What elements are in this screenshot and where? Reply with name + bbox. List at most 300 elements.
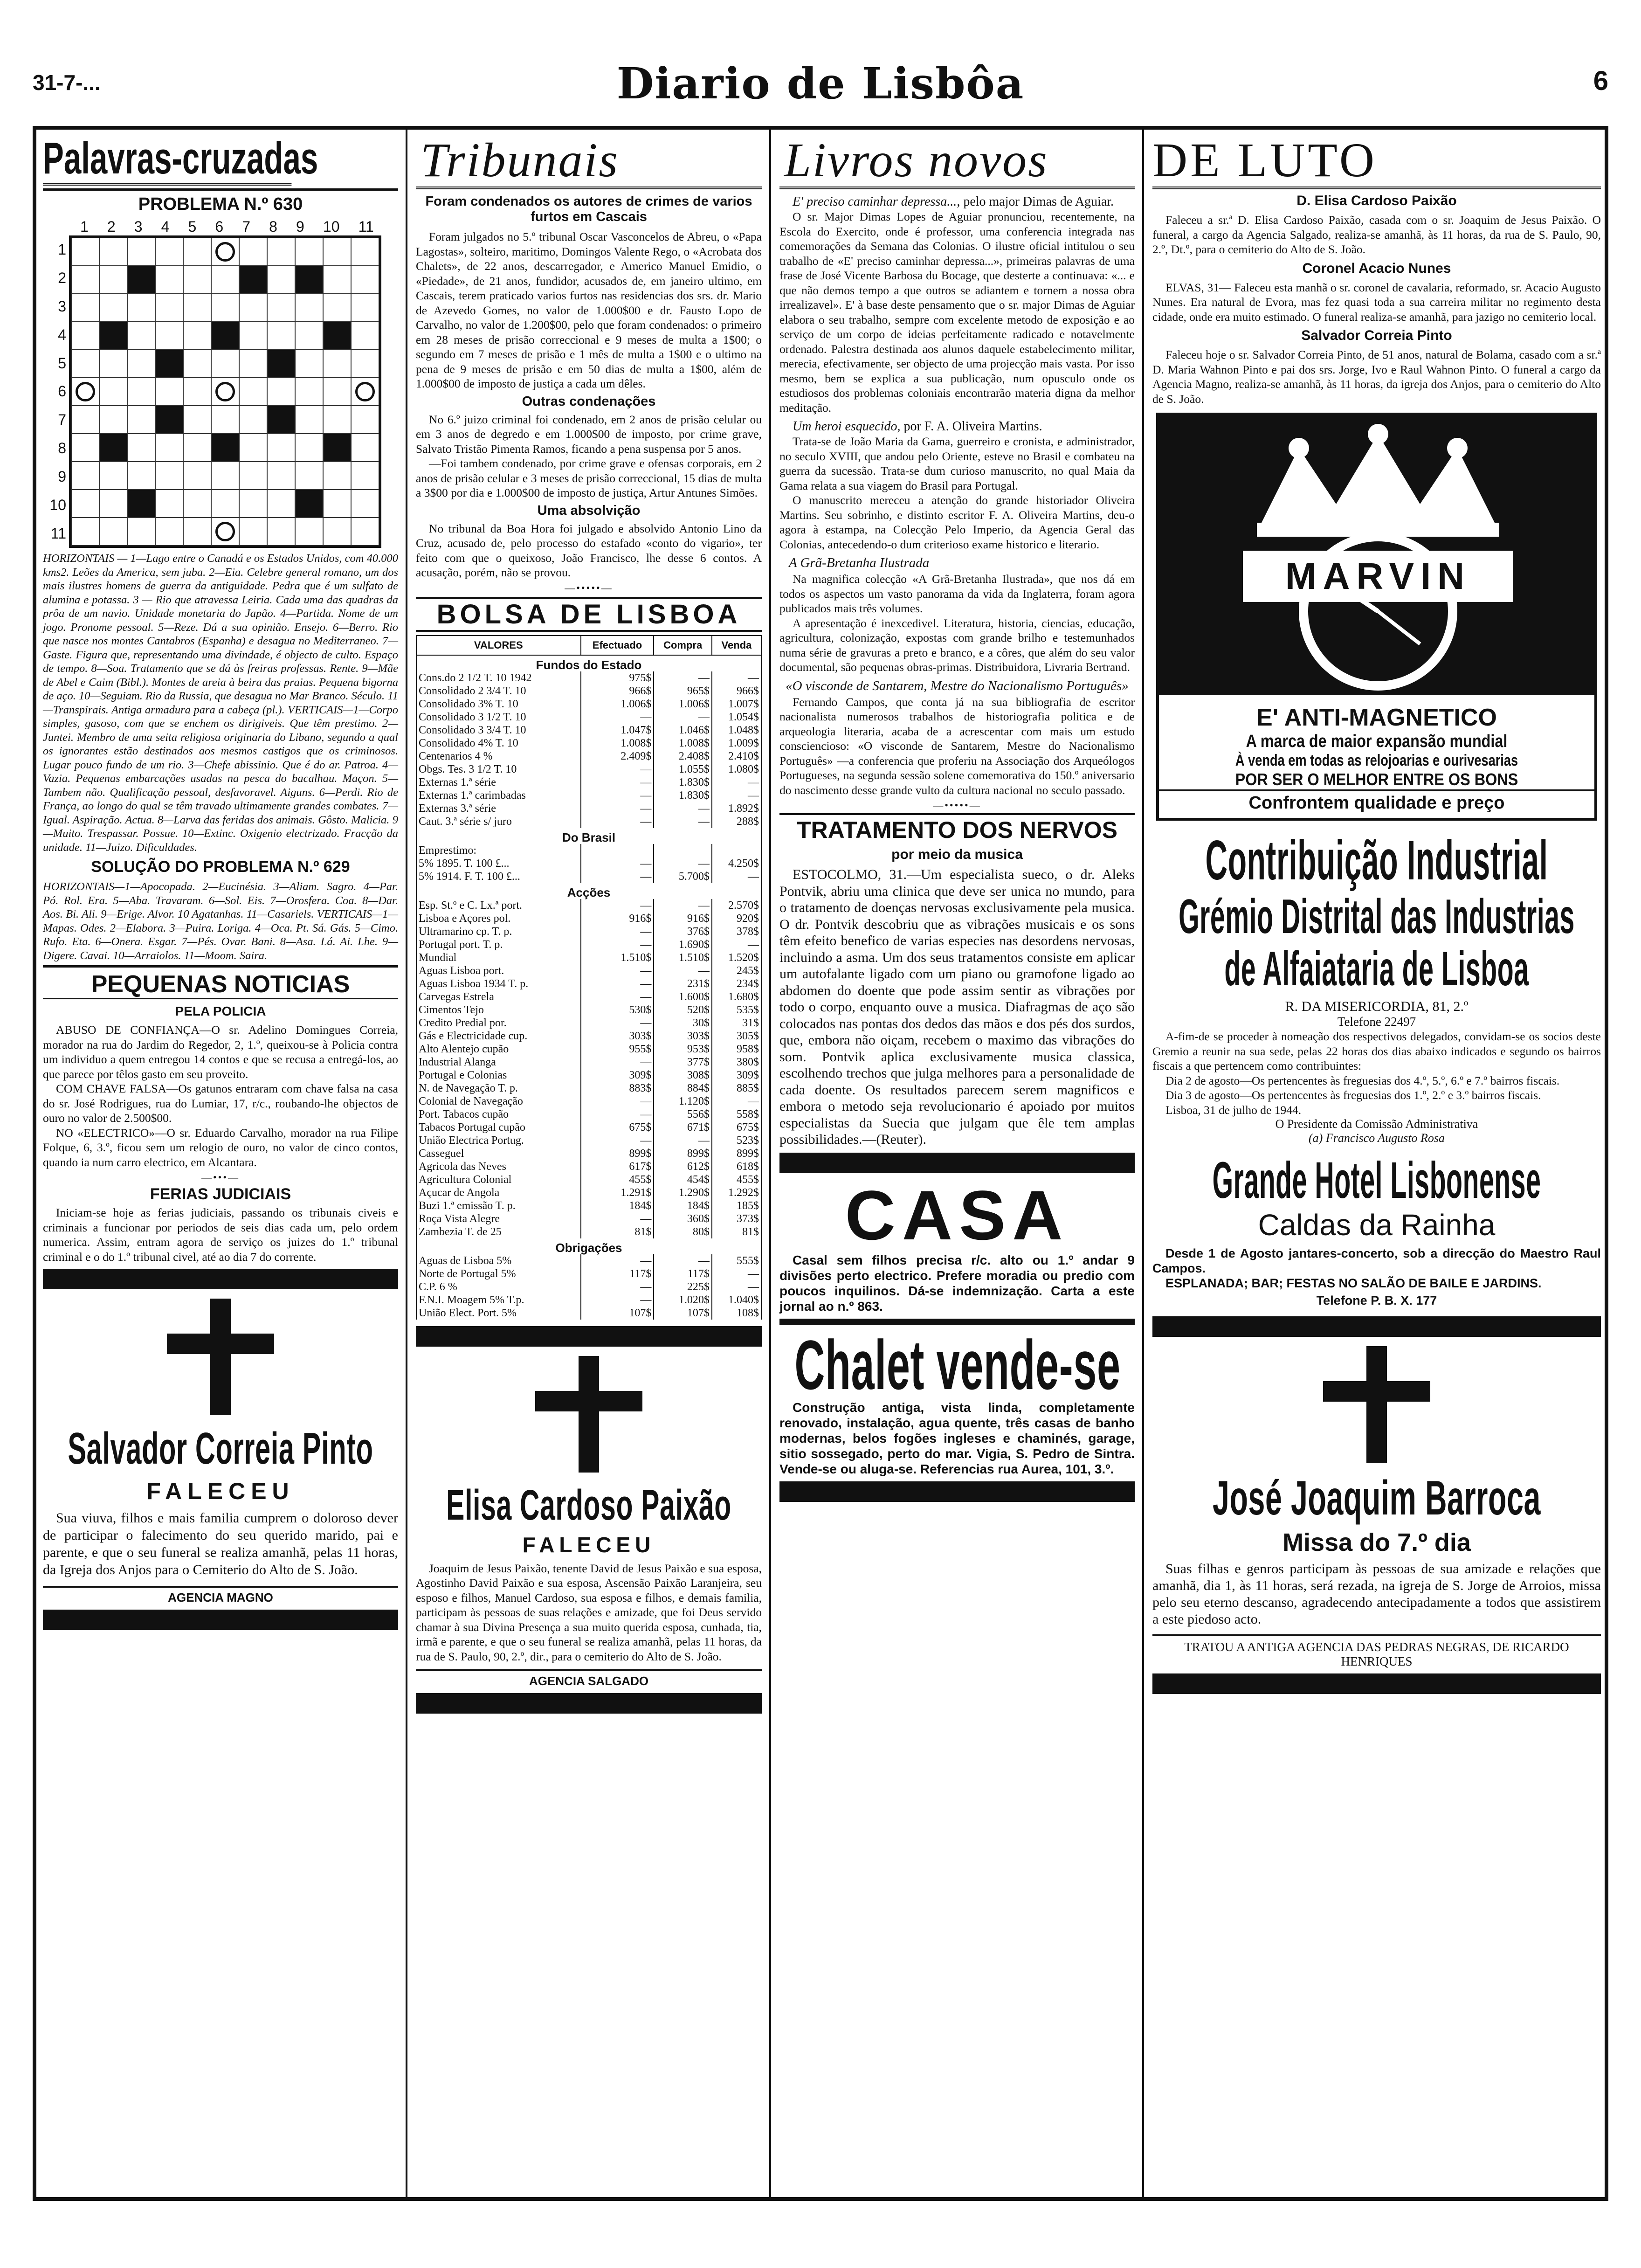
bolsa-cell: 966$ bbox=[712, 685, 761, 698]
bolsa-cell: 225$ bbox=[654, 1280, 711, 1293]
black-band bbox=[1152, 1316, 1601, 1337]
marvin-line-5: Confrontem qualidade e preço bbox=[1159, 789, 1594, 813]
bolsa-column-header: VALORES bbox=[416, 636, 581, 655]
bolsa-cell: F.N.I. Moagem 5% T.p. bbox=[416, 1293, 581, 1307]
bolsa-cell: 675$ bbox=[712, 1121, 761, 1134]
crossword-cell bbox=[71, 350, 99, 378]
crossword-cell bbox=[99, 322, 127, 350]
bolsa-cell: — bbox=[581, 938, 654, 951]
bolsa-cell: 1.690$ bbox=[654, 938, 711, 951]
crossword-cell bbox=[267, 294, 295, 322]
crossword-cell bbox=[267, 350, 295, 378]
crossword-cell bbox=[183, 266, 211, 294]
obit-name-barroca: José Joaquim Barroca bbox=[1212, 1471, 1541, 1525]
crossword-cell bbox=[155, 266, 183, 294]
bolsa-cell: Aguas Lisboa 1934 T. p. bbox=[416, 977, 581, 990]
crossword-cell bbox=[99, 378, 127, 406]
crossword-cell bbox=[99, 406, 127, 434]
bolsa-row bbox=[416, 1069, 761, 1082]
bolsa-title: BOLSA DE LISBOA bbox=[416, 597, 762, 632]
bolsa-cell: 455$ bbox=[581, 1173, 654, 1186]
newspaper-title: Diario de Lisbôa bbox=[616, 58, 1025, 109]
bolsa-row bbox=[416, 724, 761, 737]
bolsa-cell: — bbox=[581, 1056, 654, 1069]
bolsa-cell: União Elect. Port. 5% bbox=[416, 1307, 581, 1320]
bolsa-row bbox=[416, 1199, 761, 1212]
crossword-cell bbox=[351, 378, 379, 406]
bolsa-row bbox=[416, 828, 761, 844]
bolsa-cell: 899$ bbox=[581, 1147, 654, 1160]
hotel-title: Grande Hotel Lisbonense bbox=[1212, 1152, 1541, 1209]
bolsa-cell: 2.408$ bbox=[654, 750, 711, 763]
bolsa-cell: 1.830$ bbox=[654, 789, 711, 802]
bolsa-row bbox=[416, 1254, 761, 1267]
bolsa-group-heading: Do Brasil bbox=[416, 828, 761, 844]
bolsa-cell: Alto Alentejo cupão bbox=[416, 1043, 581, 1056]
tratamento-text: ESTOCOLMO, 31.—Um especialista sueco, o dr. Aleks Pontvik, abriu uma clinica que deve ser unica no mundo, para o tratamento de doenças nervosas exclusivamente pela musica. O dr. Pontvik descobriu que as vibrações musicais e os sons têm efeito benefico de varias especies nas desordens nervosas, incluindo a asma. Um dos seus tratamentos consiste em aplicar um autofalante ligado com um piano ou gramofone ligado ao abdomen do doente que pode assim sentir as vibrações por todo o corpo, enquanto ouve a musica. Diafragmas de aço são colocados nas pontas dos dedos das mãos e dos pés dos surdos, que, embora não oiçam, recebem o maximo das vibrações do som. Pontvik aplica exclusivamente musica classica, escolhendo trechos que julga melhores para a personalidade de cada doente. Os resultados parecem serem magnificos e embora o metodo seja revolucionario é apoiado por muitos especialistas da Suecia que julgam que êle tem amplas possibilidades.—(Reuter). bbox=[779, 867, 1135, 1147]
crossword-cell bbox=[295, 378, 323, 406]
bolsa-cell: — bbox=[712, 870, 761, 883]
bolsa-row bbox=[416, 1238, 761, 1254]
luto-title: DE LUTO bbox=[1152, 134, 1601, 189]
crossword-row-number: 2 bbox=[58, 269, 66, 286]
bolsa-cell: — bbox=[654, 1254, 711, 1267]
crossword-cell bbox=[211, 462, 239, 490]
bolsa-cell: — bbox=[581, 789, 654, 802]
crossword-col-number: 11 bbox=[358, 218, 374, 235]
bolsa-cell: 184$ bbox=[654, 1199, 711, 1212]
bolsa-row bbox=[416, 711, 761, 724]
crossword-cell bbox=[239, 294, 267, 322]
bolsa-cell: Consolidado 4% T. 10 bbox=[416, 737, 581, 750]
review-text: Trata-se de João Maria da Gama, guerreiro e cronista, e administrador, no seculo XVIII, que andou pelo Oriente, esteve no Brasil e combateu na guerra da sucessão. Trata-se dum curioso manuscrito, no qual Maia da Gama relata a sua viagem do Brasil para Portugal. bbox=[779, 435, 1135, 492]
crossword-row-number: 4 bbox=[58, 326, 66, 343]
bolsa-cell: — bbox=[581, 1108, 654, 1121]
bolsa-cell: — bbox=[581, 925, 654, 938]
crossword-cell bbox=[351, 462, 379, 490]
crossword-cell bbox=[239, 378, 267, 406]
bolsa-cell: 975$ bbox=[581, 671, 654, 685]
bolsa-cell: — bbox=[654, 802, 711, 815]
bolsa-row bbox=[416, 750, 761, 763]
bolsa-cell: 1.830$ bbox=[654, 776, 711, 789]
crossword-cell bbox=[211, 406, 239, 434]
crossword-cell bbox=[267, 378, 295, 406]
bolsa-cell: — bbox=[581, 763, 654, 776]
gremio-text: Dia 3 de agosto—Os pertencentes às freguesias dos 1.º, 2.º e 3.º bairros fiscais. bbox=[1165, 1088, 1541, 1102]
bolsa-row bbox=[416, 938, 761, 951]
bolsa-cell: 376$ bbox=[654, 925, 711, 938]
crossword-cell bbox=[351, 266, 379, 294]
crossword-cell bbox=[323, 490, 351, 518]
casa-ad: Casal sem filhos precisa r/c. alto ou 1.º andar 9 divisões perto electrico. Prefere moradia ou predio com poucos inquilinos. Dá-se indemnização. Carta a este jornal ao n.º 863. bbox=[779, 1252, 1135, 1314]
crossword-row-number: 5 bbox=[58, 354, 66, 372]
crossword-cell bbox=[295, 518, 323, 546]
gremio-date: Lisboa, 31 de julho de 1944. bbox=[1165, 1103, 1302, 1117]
bolsa-cell: Mundial bbox=[416, 951, 581, 964]
crossword-cell bbox=[155, 406, 183, 434]
crossword-row-numbers bbox=[43, 235, 69, 548]
crossword-cell bbox=[155, 462, 183, 490]
bolsa-row bbox=[416, 815, 761, 828]
crossword-cell bbox=[71, 238, 99, 266]
obit-name: Coronel Acacio Nunes bbox=[1302, 260, 1451, 276]
bolsa-column-header: Compra bbox=[654, 636, 711, 655]
bolsa-cell: 81$ bbox=[581, 1225, 654, 1238]
bolsa-cell: 1.008$ bbox=[581, 737, 654, 750]
bolsa-row bbox=[416, 1030, 761, 1043]
crossword-cell bbox=[71, 266, 99, 294]
marvin-ad bbox=[1156, 413, 1597, 821]
bolsa-cell: — bbox=[581, 1254, 654, 1267]
bolsa-row bbox=[416, 951, 761, 964]
bolsa-row bbox=[416, 737, 761, 750]
crossword-cell bbox=[295, 490, 323, 518]
bolsa-cell: — bbox=[712, 776, 761, 789]
bolsa-cell: 535$ bbox=[712, 1003, 761, 1016]
bolsa-row bbox=[416, 1267, 761, 1280]
bolsa-cell: 530$ bbox=[581, 1003, 654, 1016]
crossword-cell bbox=[155, 294, 183, 322]
crossword-cell bbox=[239, 406, 267, 434]
crossword-col-number: 9 bbox=[296, 218, 304, 235]
subheading: Uma absolvição bbox=[537, 503, 641, 518]
bolsa-cell: 953$ bbox=[654, 1043, 711, 1056]
bolsa-cell: — bbox=[581, 899, 654, 912]
bolsa-cell: 1.292$ bbox=[712, 1186, 761, 1199]
bolsa-cell: 1.006$ bbox=[654, 698, 711, 711]
bolsa-cell: Aguas de Lisboa 5% bbox=[416, 1254, 581, 1267]
bolsa-cell: — bbox=[581, 977, 654, 990]
bolsa-cell: 555$ bbox=[712, 1254, 761, 1267]
bolsa-row bbox=[416, 1082, 761, 1095]
bolsa-cell: — bbox=[581, 802, 654, 815]
crossword-cell bbox=[71, 518, 99, 546]
bolsa-cell: Gás e Electricidade cup. bbox=[416, 1030, 581, 1043]
bolsa-cell: Industrial Alanga bbox=[416, 1056, 581, 1069]
bolsa-cell: Cons.do 2 1/2 T. 10 1942 bbox=[416, 671, 581, 685]
crossword-cell bbox=[323, 266, 351, 294]
bolsa-cell: 920$ bbox=[712, 912, 761, 925]
crossword-cell bbox=[127, 518, 155, 546]
crossword-cell bbox=[211, 490, 239, 518]
crossword-cell bbox=[351, 406, 379, 434]
obit-name-elisa: Elisa Cardoso Paixão bbox=[446, 1481, 731, 1529]
book-title: Um heroi esquecido, bbox=[793, 419, 901, 434]
crossword-cell bbox=[239, 322, 267, 350]
news-chave-falsa: COM CHAVE FALSA—Os gatunos entraram com chave falsa na casa do sr. José Rodrigues, rua do Lumiar, 17, r/c., roubando-lhe objectos de ouro no valor de 2.500$00. bbox=[43, 1082, 398, 1125]
crossword-cell bbox=[211, 294, 239, 322]
bolsa-cell: 30$ bbox=[654, 1016, 711, 1030]
cross-icon bbox=[1323, 1346, 1430, 1463]
crossword-cell bbox=[183, 490, 211, 518]
pela-policia-heading: PELA POLICIA bbox=[175, 1004, 266, 1018]
crossword-cell bbox=[295, 322, 323, 350]
column-tribunais bbox=[409, 130, 768, 2197]
review-text: A apresentação é inexcedivel. Literatura, historia, ciencias, educação, agricultura, colonização, expostas com grande brilho e testemunhados numa série de gravuras a preto e branco, e a côres, que além do seu valor documental, são pequenas obras-primas. Distribuidora, Livraria Bertrand. bbox=[779, 616, 1135, 674]
bolsa-cell: Port. Tabacos cupão bbox=[416, 1108, 581, 1121]
bolsa-row bbox=[416, 1095, 761, 1108]
bolsa-cell: 1.006$ bbox=[581, 698, 654, 711]
bolsa-cell: 1.009$ bbox=[712, 737, 761, 750]
bolsa-cell: 107$ bbox=[581, 1307, 654, 1320]
crossword-cell bbox=[211, 350, 239, 378]
crossword-cell bbox=[295, 266, 323, 294]
bolsa-cell: 234$ bbox=[712, 977, 761, 990]
bolsa-cell bbox=[581, 844, 654, 857]
obit-text: Faleceu a sr.ª D. Elisa Cardoso Paixão, casada com o sr. Joaquim de Jesus Paixão. O funeral, a cargo da Agencia Salgado, realiza-se amanhã, às 11 horas, da rua de S. Paulo, 90, 2.º, Dt.º, para o cemiterio do Alto de S. João. bbox=[1152, 213, 1601, 256]
tratamento-subtitle: por meio da musica bbox=[891, 847, 1023, 862]
crossword-cell bbox=[267, 490, 295, 518]
page-frame bbox=[33, 126, 1608, 2201]
bolsa-cell: 1.291$ bbox=[581, 1186, 654, 1199]
crossword-row-number: 11 bbox=[50, 525, 66, 542]
missa-agency: TRATOU A ANTIGA AGENCIA DAS PEDRAS NEGRAS, DE RICARDO HENRIQUES bbox=[1152, 1634, 1601, 1669]
crossword-cell bbox=[99, 294, 127, 322]
bolsa-cell: 1.510$ bbox=[581, 951, 654, 964]
crossword-cell bbox=[71, 462, 99, 490]
cross-icon bbox=[167, 1299, 274, 1415]
bolsa-cell: 185$ bbox=[712, 1199, 761, 1212]
bolsa-cell: 108$ bbox=[712, 1307, 761, 1320]
bolsa-cell: — bbox=[581, 776, 654, 789]
bolsa-cell: — bbox=[581, 1212, 654, 1225]
crossword-cell bbox=[183, 378, 211, 406]
bolsa-row bbox=[416, 1108, 761, 1121]
bolsa-cell: — bbox=[581, 990, 654, 1003]
crossword-cell bbox=[155, 238, 183, 266]
bolsa-cell: Casseguel bbox=[416, 1147, 581, 1160]
black-band bbox=[779, 1481, 1135, 1502]
crossword-cell bbox=[127, 490, 155, 518]
bolsa-cell: — bbox=[581, 1095, 654, 1108]
bolsa-cell: — bbox=[581, 1280, 654, 1293]
bolsa-cell: 80$ bbox=[654, 1225, 711, 1238]
crossword-cell bbox=[267, 434, 295, 462]
crossword-row-number: 9 bbox=[58, 468, 66, 485]
bolsa-cell: 966$ bbox=[581, 685, 654, 698]
crossword-cell bbox=[183, 518, 211, 546]
bolsa-row bbox=[416, 655, 761, 671]
obit-name-salvador: Salvador Correia Pinto bbox=[68, 1424, 373, 1473]
bolsa-row bbox=[416, 1016, 761, 1030]
bolsa-row bbox=[416, 1293, 761, 1307]
bolsa-cell: 303$ bbox=[654, 1030, 711, 1043]
crossword-cell bbox=[183, 350, 211, 378]
crossword-cell bbox=[183, 322, 211, 350]
bolsa-cell: 117$ bbox=[654, 1267, 711, 1280]
bolsa-cell: Obgs. Tes. 3 1/2 T. 10 bbox=[416, 763, 581, 776]
crossword-col-number: 7 bbox=[242, 218, 251, 235]
bolsa-cell: 612$ bbox=[654, 1160, 711, 1173]
crossword-row-number: 7 bbox=[58, 411, 66, 429]
obit-faleceu: FALECEU bbox=[522, 1532, 655, 1557]
bolsa-cell: — bbox=[581, 870, 654, 883]
bolsa-cell: 899$ bbox=[712, 1147, 761, 1160]
obit-text: ELVAS, 31— Faleceu esta manhã o sr. coronel de cavalaria, reformado, sr. Acacio Augusto Nunes. Era natural de Evora, mas fez quasi toda a sua carreira militar no regimento desta cidade, onde era muito estimado. O funeral realiza-se amanhã, para jazigo no cemiterio local. bbox=[1152, 280, 1601, 324]
bolsa-cell: 1.520$ bbox=[712, 951, 761, 964]
bolsa-row bbox=[416, 763, 761, 776]
crossword-cell bbox=[127, 434, 155, 462]
bolsa-cell: Centenarios 4 % bbox=[416, 750, 581, 763]
bolsa-row bbox=[416, 912, 761, 925]
marvin-line-1: E' ANTI-MAGNETICO bbox=[1256, 704, 1497, 731]
bolsa-cell: 5% 1895. T. 100 £... bbox=[416, 857, 581, 870]
crossword-cell bbox=[99, 490, 127, 518]
black-band bbox=[416, 1693, 762, 1714]
crossword-grid bbox=[69, 235, 381, 548]
bolsa-row bbox=[416, 1225, 761, 1238]
gremio-address: R. DA MISERICORDIA, 81, 2.º bbox=[1285, 999, 1469, 1014]
bolsa-row bbox=[416, 844, 761, 857]
crossword-cell bbox=[323, 322, 351, 350]
bolsa-column-header: Venda bbox=[712, 636, 761, 655]
bolsa-row bbox=[416, 789, 761, 802]
bolsa-cell: Portugal port. T. p. bbox=[416, 938, 581, 951]
bolsa-cell: 2.409$ bbox=[581, 750, 654, 763]
crossword-cell bbox=[155, 350, 183, 378]
bolsa-row bbox=[416, 870, 761, 883]
crossword-col-number: 10 bbox=[323, 218, 340, 235]
crossword-cell bbox=[267, 406, 295, 434]
crossword-cell bbox=[127, 350, 155, 378]
bolsa-cell: — bbox=[654, 899, 711, 912]
bolsa-cell: 309$ bbox=[712, 1069, 761, 1082]
crossword-cell bbox=[239, 434, 267, 462]
bolsa-cell: Norte de Portugal 5% bbox=[416, 1267, 581, 1280]
obit-agency: AGENCIA SALGADO bbox=[416, 1669, 762, 1688]
bolsa-cell: Emprestimo: bbox=[416, 844, 581, 857]
bolsa-row bbox=[416, 990, 761, 1003]
crossword-col-number: 5 bbox=[188, 218, 197, 235]
crossword-cell bbox=[267, 462, 295, 490]
bolsa-cell: 5% 1914. F. T. 100 £... bbox=[416, 870, 581, 883]
crossword-cell bbox=[155, 518, 183, 546]
tratamento-title: TRATAMENTO DOS NERVOS bbox=[779, 813, 1135, 843]
bolsa-cell: Ultramarino cp. T. p. bbox=[416, 925, 581, 938]
crossword-cell bbox=[323, 462, 351, 490]
crossword-cell bbox=[71, 294, 99, 322]
bolsa-cell: C.P. 6 % bbox=[416, 1280, 581, 1293]
bolsa-cell: — bbox=[654, 815, 711, 828]
bolsa-cell: 558$ bbox=[712, 1108, 761, 1121]
bolsa-cell: 523$ bbox=[712, 1134, 761, 1147]
obit-name: D. Elisa Cardoso Paixão bbox=[1296, 193, 1457, 208]
crossword-cell bbox=[239, 238, 267, 266]
bolsa-cell: 1.055$ bbox=[654, 763, 711, 776]
chalet-title: Chalet vende-se bbox=[794, 1325, 1121, 1404]
crossword-cell bbox=[127, 266, 155, 294]
black-band bbox=[1152, 1673, 1601, 1694]
obit-text: Faleceu hoje o sr. Salvador Correia Pinto, de 51 anos, natural de Bolama, casado com a sr.ª D. Maria Wahnon Pinto e pai dos srs. Jorge, Ivo e Raul Wahnon Pinto. O funeral a cargo da Agencia Magno, realiza-se amanhã, às 11 horas, da igreja dos Anjos, para o cemiterio do Alto de S. João. bbox=[1152, 348, 1601, 406]
bolsa-row bbox=[416, 1307, 761, 1320]
bolsa-group-heading: Acções bbox=[416, 883, 761, 899]
crossword-cell bbox=[323, 350, 351, 378]
solution-title: SOLUÇÃO DO PROBLEMA N.º 629 bbox=[91, 858, 350, 876]
gremio-signature: (a) Francisco Augusto Rosa bbox=[1309, 1131, 1445, 1145]
crossword-row-number: 3 bbox=[58, 297, 66, 315]
crossword-cell bbox=[351, 350, 379, 378]
crossword-col-number: 3 bbox=[134, 218, 143, 235]
bolsa-cell: 1.290$ bbox=[654, 1186, 711, 1199]
crossword-title: Palavras-cruzadas bbox=[43, 134, 291, 186]
crossword-cell bbox=[183, 294, 211, 322]
crossword-cell bbox=[295, 462, 323, 490]
crossword-cell bbox=[267, 518, 295, 546]
crossword-cell bbox=[267, 238, 295, 266]
bolsa-cell: 1.047$ bbox=[581, 724, 654, 737]
bolsa-cell: Consolidado 2 3/4 T. 10 bbox=[416, 685, 581, 698]
bolsa-cell: Carvegas Estrela bbox=[416, 990, 581, 1003]
crossword-cell bbox=[351, 322, 379, 350]
bolsa-cell: 1.048$ bbox=[712, 724, 761, 737]
crossword-cell bbox=[211, 434, 239, 462]
crossword-cell bbox=[211, 322, 239, 350]
bolsa-cell: 1.080$ bbox=[712, 763, 761, 776]
book-author: por F. A. Oliveira Martins. bbox=[900, 419, 1042, 434]
marvin-line-2: A marca de maior expansão mundial bbox=[1246, 732, 1508, 751]
bolsa-cell: — bbox=[581, 711, 654, 724]
bolsa-cell: 916$ bbox=[581, 912, 654, 925]
crossword-cell bbox=[211, 518, 239, 546]
bolsa-cell: 288$ bbox=[712, 815, 761, 828]
crossword-cell bbox=[71, 434, 99, 462]
bolsa-row bbox=[416, 1134, 761, 1147]
bolsa-row bbox=[416, 1160, 761, 1173]
bolsa-row bbox=[416, 1173, 761, 1186]
bolsa-cell: — bbox=[712, 938, 761, 951]
black-band bbox=[43, 1610, 398, 1630]
crossword-col-number: 2 bbox=[107, 218, 116, 235]
review-text: O sr. Major Dimas Lopes de Aguiar pronunciou, recentemente, na Escola do Exercito, onde é professor, uma conferencia integrada nas comemorações da Semana das Colonias. O ilustre oficial intitulou o seu trabalho de «E' preciso caminhar depressa...», primeiras palavras de uma frase de José Vicente Barbosa du Bocage, que desterte a continuava: «... e que não demos tempo a que outros se adiantem e tornem a nossa obra irrealizavel». E' à base deste pensamento que o sr. major Dimas de Aguiar elabora o seu trabalho, sempre com excelente metodo de exposição e ao serviço de um corpo de ideias perfeitamente radicado e notavelmente ordenado. Palestra destinada aos alunos daquele estabelecimento militar, merecia, efectivamente, ser objecto de uma projecção mais vasta. Por isso mesmo, bem se explica a sua publicação, num opusculo onde os estudiosos dos problemas coloniais encontrarão materia digna da melhor meditação. bbox=[779, 210, 1135, 415]
bolsa-row bbox=[416, 802, 761, 815]
bolsa-cell: 454$ bbox=[654, 1173, 711, 1186]
bolsa-cell: 1.054$ bbox=[712, 711, 761, 724]
bolsa-cell: N. de Navegação T. p. bbox=[416, 1082, 581, 1095]
cross-icon bbox=[535, 1356, 642, 1473]
bolsa-cell: — bbox=[712, 789, 761, 802]
review-text: Fernando Campos, que conta já na sua bibliografia de escritor nacionalista numerosos trabalhos de historiografia politica e de arqueologia literaria, acaba de a acrescentar com mais um estudo consciencioso: «O visconde de Santarem, Mestre do Nacionalismo Português» —a conferencia que proferiu na Associação dos Arqueólogos Portugueses, na segunda sessão solene comemorativa do 150.º aniversario do nascimento desse grande vulto da cultura nacional no seculo passado. bbox=[779, 695, 1135, 797]
bolsa-cell: 884$ bbox=[654, 1082, 711, 1095]
bolsa-cell: 303$ bbox=[581, 1030, 654, 1043]
obit-faleceu: FALECEU bbox=[146, 1478, 295, 1504]
crossword-cell bbox=[267, 266, 295, 294]
bolsa-cell: Consolidado 3 3/4 T. 10 bbox=[416, 724, 581, 737]
problem-number: PROBLEMA N.º 630 bbox=[138, 194, 303, 214]
bolsa-row bbox=[416, 857, 761, 870]
bolsa-cell: Agricultura Colonial bbox=[416, 1173, 581, 1186]
gremio-president: O Presidente da Comissão Administrativa bbox=[1275, 1117, 1478, 1131]
bolsa-table bbox=[416, 635, 762, 1320]
crossword-cell bbox=[211, 266, 239, 294]
ferias-title: FERIAS JUDICIAIS bbox=[150, 1185, 291, 1203]
crossword-cell bbox=[323, 294, 351, 322]
bolsa-cell: Consolidado 3% T. 10 bbox=[416, 698, 581, 711]
book-heading: «O visconde de Santarem, Mestre do Nacionalismo Português» bbox=[786, 678, 1129, 693]
missa-text: Suas filhas e genros participam às pessoas de sua amizade e relações que amanhã, dia 1, às 11 horas, será rezada, na igreja de S. Jorge de Arroios, missa pelo seu eterno descanso, agradecendo antecipadamente a todos que assistirem a este piedoso acto. bbox=[1152, 1561, 1601, 1627]
marvin-brand: MARVIN bbox=[1285, 555, 1471, 597]
crossword-cell bbox=[239, 518, 267, 546]
obit-text: Joaquim de Jesus Paixão, tenente David de Jesus Paixão e sua esposa, Agostinho David Paixão e sua esposa, Ascensão Paixão Laranjeira, seu esposo e filhos, Manuel Cardoso, sua esposa e filhos, e demais familia, participam às pessoas de suas relações e amizade, que foi Deus servido chamar à sua Divina Presença a sua muito querida esposa, cunhada, tia, irmã e parente, e que o seu funeral se realiza amanhã, pelas 11 horas, da rua de S. Paulo, 90, 2.º, dir., para o cemiterio do Alto de S. João. bbox=[416, 1561, 762, 1663]
obit-agency: AGENCIA MAGNO bbox=[43, 1586, 398, 1605]
crossword-cell bbox=[351, 434, 379, 462]
bolsa-cell: 2.570$ bbox=[712, 899, 761, 912]
bolsa-row bbox=[416, 899, 761, 912]
crossword-col-number: 6 bbox=[215, 218, 224, 235]
bolsa-cell: 1.600$ bbox=[654, 990, 711, 1003]
bolsa-cell: — bbox=[712, 1267, 761, 1280]
bolsa-cell: 1.020$ bbox=[654, 1293, 711, 1307]
